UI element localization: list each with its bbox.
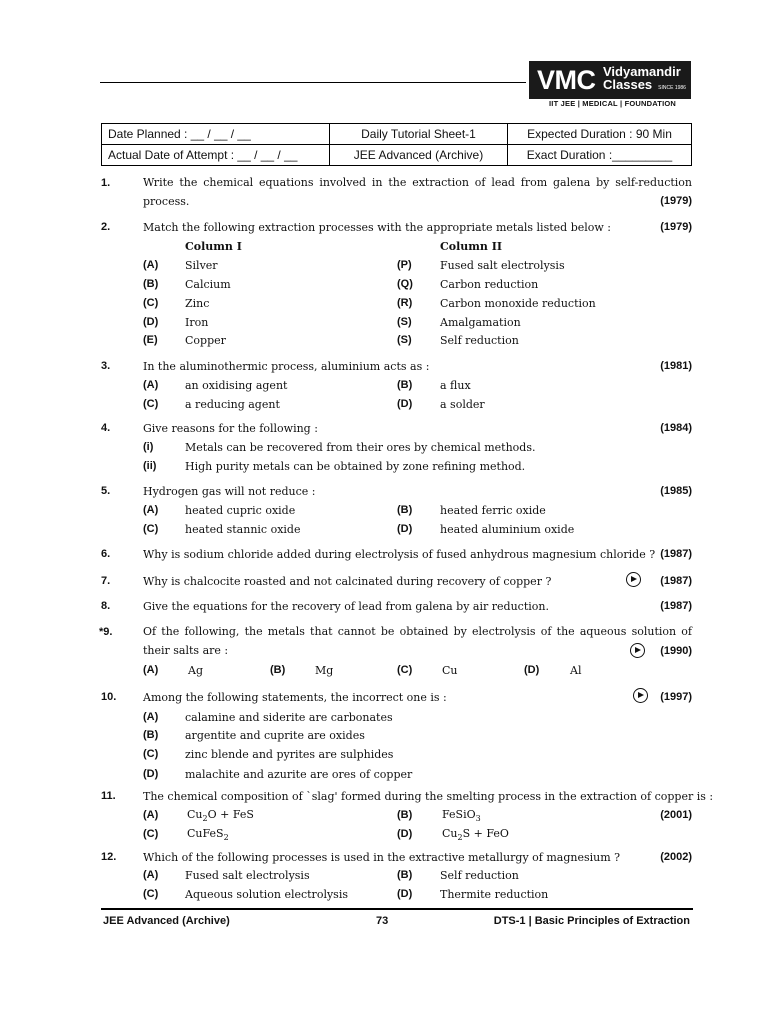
q11-year: (2001) (660, 809, 692, 821)
q10-number: 10. (101, 691, 117, 703)
q2-year: (1979) (660, 221, 692, 233)
q3-year: (1981) (660, 360, 692, 372)
q6-text: Why is sodium chloride added during electrolysis of fused anhydrous magnesium chloride ? (143, 548, 656, 561)
option-label: (A) (143, 259, 159, 271)
option-text: Self reduction (440, 334, 519, 347)
option-text: Fused salt electrolysis (440, 259, 565, 272)
q8-number: 8. (101, 600, 111, 612)
option-label: (A) (143, 711, 159, 723)
option-formula-cufes2: CuFeS$_2$ (187, 827, 229, 843)
option-text: argentite and cuprite are oxides (185, 729, 365, 742)
q1-number: 1. (101, 177, 111, 189)
option-text: heated cupric oxide (185, 504, 296, 517)
q12-year: (2002) (660, 851, 692, 863)
q10-year: (1997) (660, 691, 692, 703)
option-text: Copper (185, 334, 226, 347)
option-label: (B) (397, 869, 413, 881)
q4-year: (1984) (660, 422, 692, 434)
option-text: Iron (185, 316, 209, 329)
q7-number: 7. (101, 575, 111, 587)
logo-name-2: Classes (603, 77, 653, 92)
q12-text: Which of the following processes is used in the extractive metallurgy of magnesium ? (143, 851, 621, 864)
option-label: (R) (397, 297, 413, 309)
option-text: malachite and azurite are ores of copper (185, 768, 413, 781)
option-text: Fused salt electrolysis (185, 869, 310, 882)
option-text: Carbon reduction (440, 278, 539, 291)
q3-text: In the aluminothermic process, aluminium acts as : (143, 360, 430, 373)
option-label: (D) (397, 523, 413, 535)
option-label: (C) (143, 398, 159, 410)
page-number: 73 (376, 915, 389, 927)
q2-column-2-header: Column II (440, 240, 503, 253)
q10-text: Among the following statements, the incorrect one is : (143, 691, 447, 704)
option-text: Zinc (185, 297, 210, 310)
option-label: (A) (143, 809, 159, 821)
option-label: (B) (270, 664, 286, 676)
option-label: (ii) (143, 460, 157, 472)
option-label: (Q) (397, 278, 413, 290)
archive-label: JEE Advanced (Archive) (330, 145, 508, 166)
option-label: (C) (143, 523, 159, 535)
q7-year: (1987) (660, 575, 692, 587)
footer-left: JEE Advanced (Archive) (103, 915, 230, 927)
option-label: (B) (397, 809, 413, 821)
header-table (101, 123, 692, 166)
q6-year: (1987) (660, 548, 692, 560)
option-formula-cu2s-feo: $Cu_2S$ + FeO (442, 827, 509, 843)
q2-number: 2. (101, 221, 111, 233)
option-label: (B) (143, 729, 159, 741)
option-text: Al (570, 664, 582, 677)
option-label: (B) (397, 504, 413, 516)
footer-rule (101, 908, 693, 910)
option-label: (S) (397, 316, 412, 328)
option-formula-cu2o-fes: $Cu_2O$ + FeS (187, 808, 254, 824)
option-text: Thermite reduction (440, 888, 549, 901)
q2-text: Match the following extraction processes with the appropriate metals listed below : (143, 221, 611, 234)
q9-year: (1990) (660, 645, 692, 657)
play-circle-icon[interactable] (630, 643, 645, 658)
option-text: Metals can be recovered from their ores by chemical methods. (185, 441, 536, 454)
option-text: a flux (440, 379, 471, 392)
play-circle-icon[interactable] (626, 572, 641, 587)
option-label: (C) (143, 297, 159, 309)
option-label: (E) (143, 334, 158, 346)
q5-text: Hydrogen gas will not reduce : (143, 485, 316, 498)
option-label: (D) (397, 828, 413, 840)
option-text: High purity metals can be obtained by zone refining method. (185, 460, 526, 473)
footer-right: DTS-1 | Basic Principles of Extraction (493, 915, 690, 927)
actual-date: Actual Date of Attempt : __ / __ / __ (102, 145, 330, 166)
option-text: a reducing agent (185, 398, 280, 411)
option-label: (C) (397, 664, 413, 676)
option-label: (A) (143, 664, 159, 676)
logo-name-1: Vidyamandir (603, 64, 681, 79)
option-label: (B) (397, 379, 413, 391)
q3-number: 3. (101, 360, 111, 372)
logo-mark: VMC (537, 64, 596, 95)
option-label: (C) (143, 748, 159, 760)
q7-text: Why is chalcocite roasted and not calcinated during recovery of copper ? (143, 575, 552, 588)
option-text: zinc blende and pyrites are sulphides (185, 748, 394, 761)
exact-duration: Exact Duration :_________ (508, 145, 692, 166)
option-text: Mg (315, 664, 334, 677)
option-text: a solder (440, 398, 485, 411)
sheet-title: Daily Tutorial Sheet-1 (330, 124, 508, 145)
tagline: IIT JEE | MEDICAL | FOUNDATION (549, 99, 677, 108)
q5-number: 5. (101, 485, 111, 497)
q4-text: Give reasons for the following : (143, 422, 318, 435)
option-text: Cu (442, 664, 458, 677)
q5-year: (1985) (660, 485, 692, 497)
option-label: (A) (143, 379, 159, 391)
option-text: Self reduction (440, 869, 519, 882)
option-text: Silver (185, 259, 218, 272)
play-circle-icon[interactable] (633, 688, 648, 703)
logo-since: SINCE 1986 (658, 85, 686, 91)
q8-text: Give the equations for the recovery of lead from galena by air reduction. (143, 600, 549, 613)
q11-number: 11. (101, 790, 116, 802)
option-label: (D) (143, 768, 159, 780)
option-text: heated aluminium oxide (440, 523, 575, 536)
q1-text: Write the chemical equations involved in the extraction of lead from galena by self-reduction process. (143, 176, 692, 208)
q9-text: Of the following, the metals that cannot be obtained by electrolysis of the aqueous solution of their salts are : (143, 625, 692, 657)
option-label: (A) (143, 504, 159, 516)
option-text: calamine and siderite are carbonates (185, 711, 393, 724)
option-label: (B) (143, 278, 159, 290)
q1-year: (1979) (660, 195, 692, 207)
expected-duration: Expected Duration : 90 Min (508, 124, 692, 145)
option-label: (D) (397, 888, 413, 900)
option-text: Amalgamation (440, 316, 521, 329)
option-text: Ag (188, 664, 203, 677)
option-label: (C) (143, 888, 159, 900)
option-label: (A) (143, 869, 159, 881)
q12-number: 12. (101, 851, 117, 863)
q2-column-1-header: Column I (185, 240, 242, 253)
option-text: heated ferric oxide (440, 504, 546, 517)
q9-number: *9. (99, 626, 113, 638)
option-label: (P) (397, 259, 412, 271)
date-planned: Date Planned : __ / __ / __ (102, 124, 330, 145)
q6-number: 6. (101, 548, 111, 560)
header-rule (100, 82, 526, 83)
vmc-logo (529, 61, 691, 99)
option-text: Calcium (185, 278, 231, 291)
option-label: (C) (143, 828, 159, 840)
option-label: (D) (143, 316, 159, 328)
option-text: Aqueous solution electrolysis (185, 888, 348, 901)
option-label: (i) (143, 441, 154, 453)
q4-number: 4. (101, 422, 111, 434)
q8-year: (1987) (660, 600, 692, 612)
option-text: an oxidising agent (185, 379, 288, 392)
option-label: (D) (397, 398, 413, 410)
option-label: (S) (397, 334, 412, 346)
option-text: heated stannic oxide (185, 523, 301, 536)
option-text: Carbon monoxide reduction (440, 297, 596, 310)
q11-text: The chemical composition of `slag' formed during the smelting process in the extraction of copper is : (143, 790, 714, 803)
option-label: (D) (524, 664, 540, 676)
option-formula-fesio3: FeSiO$_3$ (442, 808, 481, 824)
